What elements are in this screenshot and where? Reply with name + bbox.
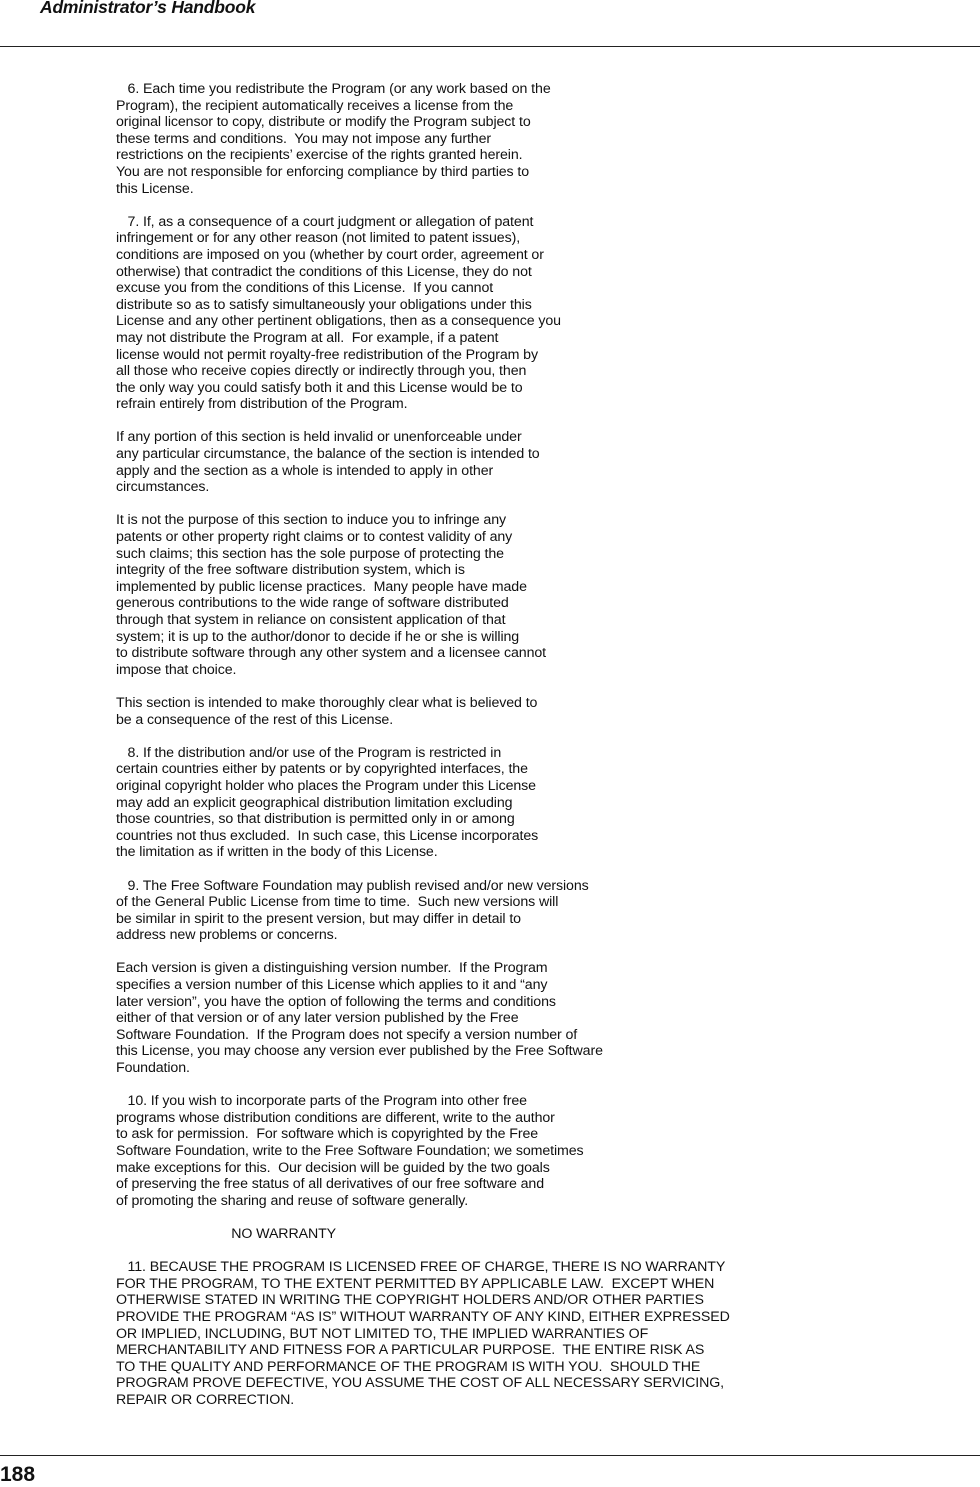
text-line: infringement or for any other reason (not limited to patent issues), — [116, 230, 521, 247]
text-line: You are not responsible for enforcing compliance by third parties to — [116, 163, 530, 180]
text-line: Software Foundation, write to the Free Software Foundation; we sometimes — [116, 1143, 584, 1159]
paragraph — [116, 512, 876, 678]
text-line: make exceptions for this. Our decision will be guided by the two goals — [116, 1159, 550, 1176]
text-line: If any portion of this section is held invalid or unenforceable under — [116, 429, 522, 446]
text-line: specifies a version number of this License which applies to it and “any — [116, 977, 548, 994]
paragraph — [116, 81, 876, 197]
text-line: integrity of the free software distribution system, which is — [116, 562, 465, 579]
text-line: NO WARRANTY — [116, 1225, 337, 1242]
text-line: circumstances. — [116, 479, 210, 496]
text-line: MERCHANTABILITY AND FITNESS FOR A PARTICULAR PURPOSE. THE ENTIRE RISK AS — [116, 1342, 705, 1359]
text-line: apply and the section as a whole is intended to apply in other — [116, 462, 494, 479]
text-line: conditions are imposed on you (whether by court order, agreement or — [116, 246, 544, 263]
paragraph — [116, 695, 876, 728]
text-line: this License. — [116, 180, 194, 197]
text-line: Foundation. — [116, 1060, 190, 1077]
text-line: be similar in spirit to the present version, but may differ in detail to — [116, 910, 521, 927]
paragraph — [116, 214, 876, 413]
paragraph — [116, 878, 876, 944]
text-line: all those who receive copies directly or indirectly through you, then — [116, 363, 527, 380]
text-line: restrictions on the recipients’ exercise of the rights granted herein. — [116, 147, 523, 164]
text-line: distribute so as to satisfy simultaneously your obligations under this — [116, 296, 532, 313]
text-line: License and any other pertinent obligations, then as a consequence you — [116, 313, 561, 330]
text-line: address new problems or concerns. — [116, 927, 338, 944]
text-line: original copyright holder who places the Program under this License — [116, 777, 536, 794]
text-line: be a consequence of the rest of this License. — [116, 711, 394, 728]
text-line: this License, you may choose any version ever published by the Free Software — [116, 1043, 603, 1060]
text-line: Each version is given a distinguishing version number. If the Program — [116, 960, 548, 977]
text-line: the limitation as if written in the body of this License. — [116, 844, 438, 861]
text-line: any particular circumstance, the balance of the section is intended to — [116, 446, 540, 463]
text-line: patents or other property right claims or to contest validity of any — [116, 529, 513, 546]
text-line: 9. The Free Software Foundation may publish revised and/or new versions — [116, 877, 589, 894]
paragraph — [116, 1226, 876, 1243]
text-line: excuse you from the conditions of this License. If you cannot — [116, 280, 494, 297]
text-line: 6. Each time you redistribute the Program (or any work based on the — [116, 81, 551, 97]
header-rule — [0, 46, 980, 47]
text-line: programs whose distribution conditions are different, write to the author — [116, 1109, 555, 1126]
text-line: countries not thus excluded. In such case, this License incorporates — [116, 827, 539, 844]
text-line: REPAIR OR CORRECTION. — [116, 1391, 295, 1408]
text-line: refrain entirely from distribution of the Program. — [116, 396, 408, 413]
text-line: FOR THE PROGRAM, TO THE EXTENT PERMITTED BY APPLICABLE LAW. EXCEPT WHEN — [116, 1275, 715, 1292]
paragraph — [116, 429, 876, 495]
text-line: This section is intended to make thoroughly clear what is believed to — [116, 694, 538, 711]
text-line: OTHERWISE STATED IN WRITING THE COPYRIGHT HOLDERS AND/OR OTHER PARTIES — [116, 1292, 704, 1309]
text-line: 11. BECAUSE THE PROGRAM IS LICENSED FREE OF CHARGE, THERE IS NO WARRANTY — [116, 1259, 726, 1276]
text-line: of promoting the sharing and reuse of software generally. — [116, 1192, 469, 1209]
text-line: PROGRAM PROVE DEFECTIVE, YOU ASSUME THE COST OF ALL NECESSARY SERVICING, — [116, 1375, 725, 1392]
text-line: certain countries either by patents or by copyrighted interfaces, the — [116, 761, 528, 778]
text-line: PROVIDE THE PROGRAM “AS IS” WITHOUT WARRANTY OF ANY KIND, EITHER EXPRESSED — [116, 1308, 730, 1325]
paragraph — [116, 745, 876, 861]
text-line: license would not permit royalty-free redistribution of the Program by — [116, 346, 538, 363]
text-line: may not distribute the Program at all. For example, if a patent — [116, 329, 499, 346]
text-line: 8. If the distribution and/or use of the Program is restricted in — [116, 744, 502, 761]
text-line: through that system in reliance on consistent application of that — [116, 612, 506, 628]
text-line: of preserving the free status of all derivatives of our free software and — [116, 1176, 545, 1193]
text-line: those countries, so that distribution is permitted only in or among — [116, 811, 515, 828]
text-line: 10. If you wish to incorporate parts of the Program into other free — [116, 1093, 527, 1110]
paragraph — [116, 1093, 876, 1209]
text-line: may add an explicit geographical distribution limitation excluding — [116, 794, 513, 811]
text-line: Software Foundation. If the Program does not specify a version number of — [116, 1026, 578, 1043]
text-line: otherwise) that contradict the conditions of this License, they do not — [116, 263, 532, 280]
text-line: either of that version or of any later version published by the Free — [116, 1010, 519, 1027]
text-line: to ask for permission. For software which is copyrighted by the Free — [116, 1126, 539, 1143]
text-line: Program), the recipient automatically receives a license from the — [116, 97, 514, 114]
paragraph — [116, 960, 876, 1076]
running-header-title: Administrator’s Handbook — [40, 0, 256, 17]
text-line: original licensor to copy, distribute or modify the Program subject to — [116, 114, 531, 131]
paragraph — [116, 1259, 876, 1408]
text-line: such claims; this section has the sole purpose of protecting the — [116, 545, 504, 562]
text-line: to distribute software through any other system and a licensee cannot — [116, 645, 547, 662]
text-line: TO THE QUALITY AND PERFORMANCE OF THE PROGRAM IS WITH YOU. SHOULD THE — [116, 1358, 701, 1375]
text-line: implemented by public license practices. Many people have made — [116, 578, 527, 595]
page-number: 188 — [0, 1463, 36, 1486]
text-line: the only way you could satisfy both it and this License would be to — [116, 379, 523, 396]
text-line: 7. If, as a consequence of a court judgment or allegation of patent — [116, 213, 534, 230]
text-line: It is not the purpose of this section to induce you to infringe any — [116, 512, 507, 529]
text-line: OR IMPLIED, INCLUDING, BUT NOT LIMITED TO, THE IMPLIED WARRANTIES OF — [116, 1325, 649, 1342]
text-line: of the General Public License from time to time. Such new versions will — [116, 894, 559, 911]
text-line: these terms and conditions. You may not impose any further — [116, 130, 492, 147]
footer-rule — [0, 1455, 980, 1456]
text-line: generous contributions to the wide range of software distributed — [116, 595, 509, 612]
text-line: system; it is up to the author/donor to decide if he or she is willing — [116, 628, 520, 645]
text-line: impose that choice. — [116, 661, 237, 678]
text-line: later version”, you have the option of following the terms and conditions — [116, 993, 556, 1010]
license-body-text — [116, 81, 876, 1425]
